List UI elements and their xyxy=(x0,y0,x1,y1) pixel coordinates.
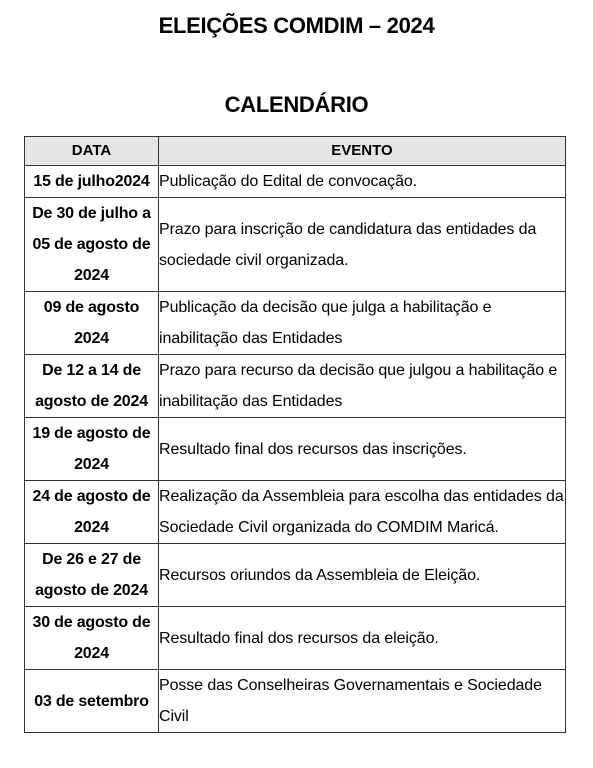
row-event: Resultado final dos recursos das inscrições. xyxy=(159,418,566,481)
column-header-event: EVENTO xyxy=(159,137,566,166)
calendar-table xyxy=(24,136,566,733)
row-event: Posse das Conselheiras Governamentais e Sociedade Civil xyxy=(159,670,566,733)
row-date: 30 de agosto de 2024 xyxy=(25,607,159,670)
row-date: De 30 de julho a 05 de agosto de 2024 xyxy=(25,198,159,292)
row-event: Realização da Assembleia para escolha das entidades da Sociedade Civil organizada do COMDIM Maricá. xyxy=(159,481,566,544)
row-date: De 12 a 14 de agosto de 2024 xyxy=(25,355,159,418)
row-event: Publicação da decisão que julga a habilitação e inabilitação das Entidades xyxy=(159,292,566,355)
table-row xyxy=(25,607,566,670)
row-event: Prazo para recurso da decisão que julgou a habilitação e inabilitação das Entidades xyxy=(159,355,566,418)
table-row xyxy=(25,292,566,355)
table-header-row xyxy=(25,137,566,166)
row-event: Recursos oriundos da Assembleia de Eleição. xyxy=(159,544,566,607)
table-row xyxy=(25,198,566,292)
table-row xyxy=(25,481,566,544)
row-date: 19 de agosto de 2024 xyxy=(25,418,159,481)
row-event: Publicação do Edital de convocação. xyxy=(159,166,566,198)
row-event: Prazo para inscrição de candidatura das entidades da sociedade civil organizada. xyxy=(159,198,566,292)
row-date: 03 de setembro xyxy=(25,670,159,733)
row-date: De 26 e 27 de agosto de 2024 xyxy=(25,544,159,607)
row-date: 24 de agosto de 2024 xyxy=(25,481,159,544)
document-title: ELEIÇÕES COMDIM – 2024 xyxy=(158,13,435,38)
row-date: 15 de julho2024 xyxy=(25,166,159,198)
table-row xyxy=(25,670,566,733)
row-date: 09 de agosto 2024 xyxy=(25,292,159,355)
table-row xyxy=(25,166,566,198)
column-header-date: DATA xyxy=(25,137,159,166)
table-row xyxy=(25,355,566,418)
table-row xyxy=(25,418,566,481)
table-row xyxy=(25,544,566,607)
calendar-heading: CALENDÁRIO xyxy=(224,92,369,117)
row-event: Resultado final dos recursos da eleição. xyxy=(159,607,566,670)
